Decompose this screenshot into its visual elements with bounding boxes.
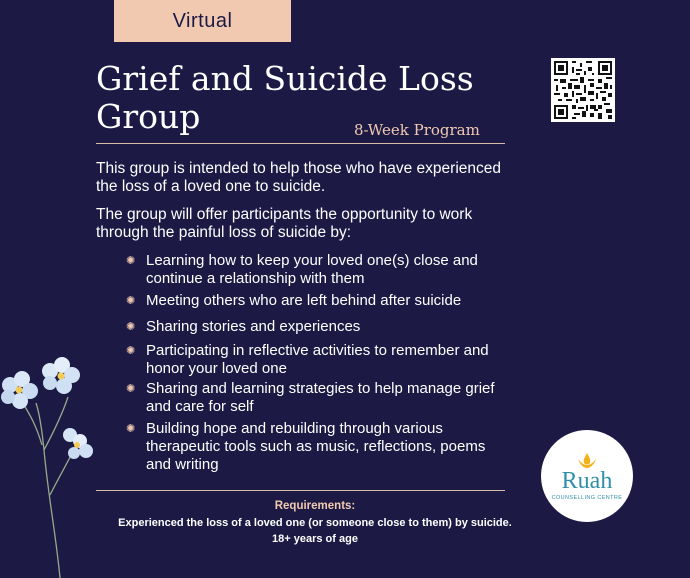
- forget-me-not-flowers: [0, 355, 110, 578]
- program-length: 8-Week Program: [354, 121, 480, 139]
- flame-hands-icon: [576, 451, 598, 469]
- list-item-text: Building hope and rebuilding through various therapeutic tools such as music, reflections, poems and writing: [146, 420, 486, 473]
- flower-1: [1, 371, 38, 409]
- list-item-text: Sharing stories and experiences: [146, 318, 361, 335]
- divider-top: [96, 143, 505, 144]
- requirement-age: 18+ years of age: [272, 533, 358, 545]
- flower-star-icon: ✺: [126, 255, 136, 267]
- list-item: [126, 292, 506, 310]
- intro-paragraph: This group is intended to help those who have experienced the loss of a loved one to suicide.: [96, 160, 501, 195]
- logo-name: Ruah: [561, 468, 613, 494]
- page-title: Grief and Suicide Loss Group: [96, 59, 474, 136]
- qr-code[interactable]: [551, 58, 615, 122]
- flower-star-icon: ✺: [126, 345, 136, 357]
- flower-star-icon: ✺: [126, 423, 136, 435]
- flower-star-icon: ✺: [126, 295, 136, 307]
- list-item: [126, 420, 506, 474]
- flower-star-icon: ✺: [126, 383, 136, 395]
- flower-3: [63, 428, 93, 459]
- list-item-text: Sharing and learning strategies to help manage grief and care for self: [146, 380, 495, 415]
- flower-star-icon: ✺: [126, 321, 136, 333]
- list-item-text: Meeting others who are left behind after suicide: [146, 292, 462, 309]
- list-item-text: Learning how to keep your loved one(s) close and continue a relationship with them: [146, 252, 478, 287]
- requirements-heading: Requirements:: [274, 500, 356, 512]
- list-item-text: Participating in reflective activities to remember and honor your loved one: [146, 342, 489, 377]
- flower-2: [42, 357, 80, 394]
- requirement-loss: Experienced the loss of a loved one (or someone close to them) by suicide.: [118, 517, 512, 529]
- virtual-tag: Virtual: [114, 0, 291, 42]
- logo-subtitle: COUNSELLING CENTRE: [551, 495, 623, 501]
- list-item: [126, 318, 506, 336]
- divider-bottom: [96, 490, 505, 491]
- list-item: [126, 252, 506, 288]
- offer-paragraph: The group will offer participants the opportunity to work through the painful loss of suicide by:: [96, 206, 473, 241]
- activities-list: [126, 252, 506, 478]
- list-item: [126, 342, 506, 378]
- ruah-logo: [541, 430, 633, 522]
- list-item: [126, 380, 506, 416]
- qr-code-icon: [554, 61, 612, 119]
